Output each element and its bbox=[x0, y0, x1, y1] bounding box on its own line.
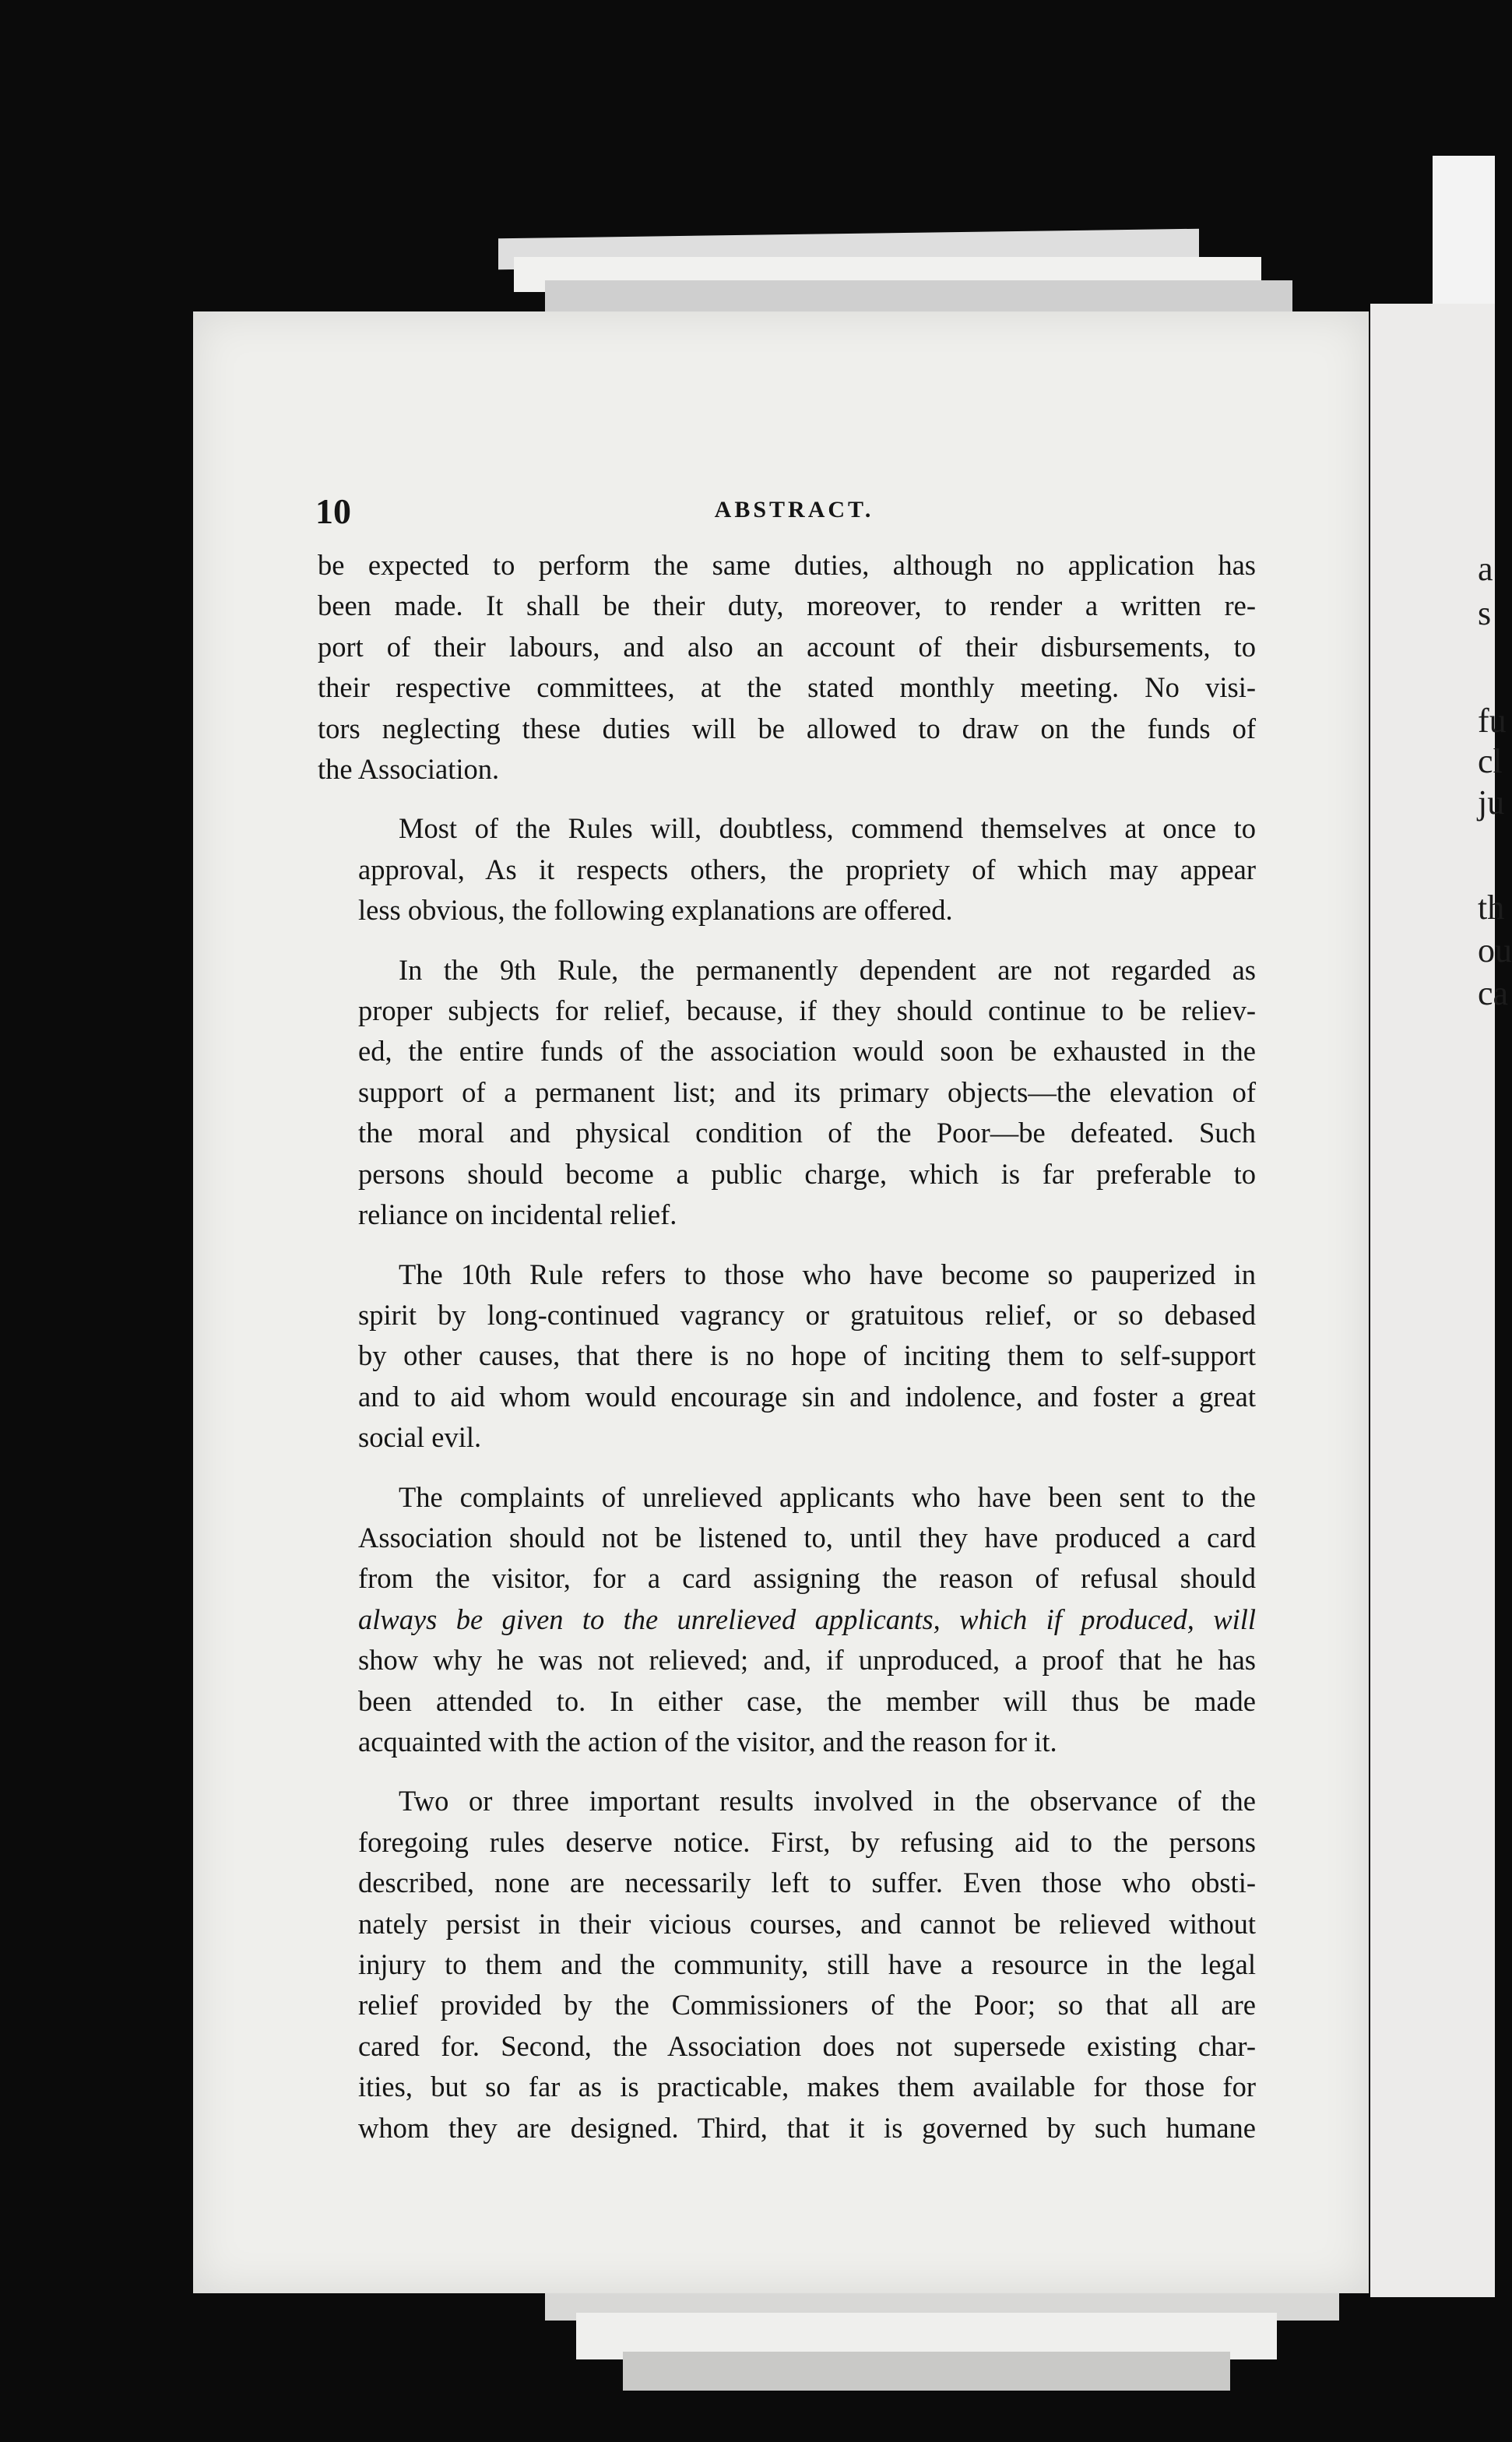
paragraph-ninth-rule bbox=[318, 950, 1256, 1236]
paragraph-continued bbox=[318, 545, 1256, 790]
text-line: been made. It shall be their duty, moreover, to render a written re- bbox=[318, 589, 1256, 622]
facing-page-fragment: a bbox=[1478, 550, 1493, 588]
text-line: injury to them and the community, still have a resource in the legal bbox=[358, 1948, 1256, 1980]
text-line: from the visitor, for a card assigning the reason of refusal should bbox=[358, 1562, 1256, 1595]
text-line: support of a permanent list; and its primary objects—the elevation of bbox=[358, 1075, 1256, 1108]
page-body bbox=[318, 545, 1256, 2167]
running-head: ABSTRACT. bbox=[714, 497, 874, 523]
text-line: been attended to. In either case, the member will thus be made bbox=[358, 1684, 1256, 1717]
page-header bbox=[315, 491, 1273, 537]
facing-page-fragment: ca bbox=[1478, 974, 1509, 1012]
facing-page-fragment: fu bbox=[1478, 702, 1507, 740]
text-line: be expected to perform the same duties, although no application has bbox=[318, 549, 1256, 581]
facing-page-fragment: th bbox=[1478, 888, 1505, 927]
text-line: proper subjects for relief, because, if they should continue to be reliev- bbox=[358, 994, 1256, 1027]
text-line: always be given to the unrelieved applicants, which if produced, will bbox=[358, 1603, 1256, 1635]
page-stack-edge-bottom bbox=[623, 2352, 1230, 2391]
text-line: social evil. bbox=[358, 1421, 482, 1454]
text-line: show why he was not relieved; and, if unproduced, a proof that he has bbox=[358, 1644, 1256, 1677]
text-line: relief provided by the Commissioners of the Poor; so that all are bbox=[358, 1989, 1256, 2022]
text-line: nately persist in their vicious courses, and cannot be relieved without bbox=[358, 1907, 1256, 1940]
paragraph-complaints bbox=[318, 1477, 1256, 1763]
page-stack-edge-top bbox=[545, 280, 1292, 311]
text-line: foregoing rules deserve notice. First, by refusing aid to the persons bbox=[358, 1825, 1256, 1858]
text-line: persons should become a public charge, which is far preferable to bbox=[358, 1157, 1256, 1190]
text-line: The complaints of unrelieved applicants who have been sent to the bbox=[399, 1480, 1256, 1513]
text-line: cared for. Second, the Association does not supersede existing char- bbox=[358, 2029, 1256, 2062]
paragraph-tenth-rule bbox=[318, 1254, 1256, 1459]
text-line: ities, but so far as is practicable, makes them available for those for bbox=[358, 2071, 1256, 2103]
text-line: In the 9th Rule, the permanently dependent are not regarded as bbox=[399, 953, 1256, 986]
facing-page-fragment: cl bbox=[1478, 742, 1503, 780]
text-line: acquainted with the action of the visitor, and the reason for it. bbox=[358, 1725, 1057, 1758]
facing-page-fragment: ju bbox=[1478, 783, 1505, 822]
text-line: less obvious, the following explanations are offered. bbox=[358, 894, 953, 927]
facing-page-fragment: s bbox=[1478, 594, 1492, 632]
text-line: The 10th Rule refers to those who have become so pauperized in bbox=[399, 1258, 1256, 1290]
text-line: approval, As it respects others, the propriety of which may appear bbox=[358, 853, 1256, 885]
paragraph-rules-approval bbox=[318, 808, 1256, 931]
text-line: Association should not be listened to, until they have produced a card bbox=[358, 1521, 1256, 1554]
text-line: Most of the Rules will, doubtless, commend themselves at once to bbox=[399, 812, 1256, 845]
text-line: the moral and physical condition of the Poor—be defeated. Such bbox=[358, 1117, 1256, 1149]
text-line: by other causes, that there is no hope of inciting them to self-support bbox=[358, 1339, 1256, 1372]
text-line: their respective committees, at the stated monthly meeting. No visi- bbox=[318, 671, 1256, 704]
text-line: tors neglecting these duties will be allowed to draw on the funds of bbox=[318, 712, 1256, 744]
page-number: 10 bbox=[315, 491, 351, 531]
text-line: and to aid whom would encourage sin and indolence, and foster a great bbox=[358, 1380, 1256, 1413]
text-line: described, none are necessarily left to suffer. Even those who obsti- bbox=[358, 1867, 1256, 1899]
text-line: spirit by long-continued vagrancy or gratuitous relief, or so debased bbox=[358, 1298, 1256, 1331]
text-line: port of their labours, and also an account of their disbursements, to bbox=[318, 630, 1256, 663]
text-line: ed, the entire funds of the association would soon be exhausted in the bbox=[358, 1035, 1256, 1068]
facing-page-flap bbox=[1433, 156, 1495, 311]
text-line: reliance on incidental relief. bbox=[358, 1198, 677, 1231]
paragraph-results bbox=[318, 1781, 1256, 2148]
facing-page-fragment: ou bbox=[1478, 931, 1512, 969]
text-line: the Association. bbox=[318, 753, 500, 786]
facing-page bbox=[1370, 304, 1495, 2297]
text-line: Two or three important results involved in the observance of the bbox=[399, 1785, 1256, 1817]
text-line: whom they are designed. Third, that it is governed by such humane bbox=[358, 2111, 1256, 2144]
